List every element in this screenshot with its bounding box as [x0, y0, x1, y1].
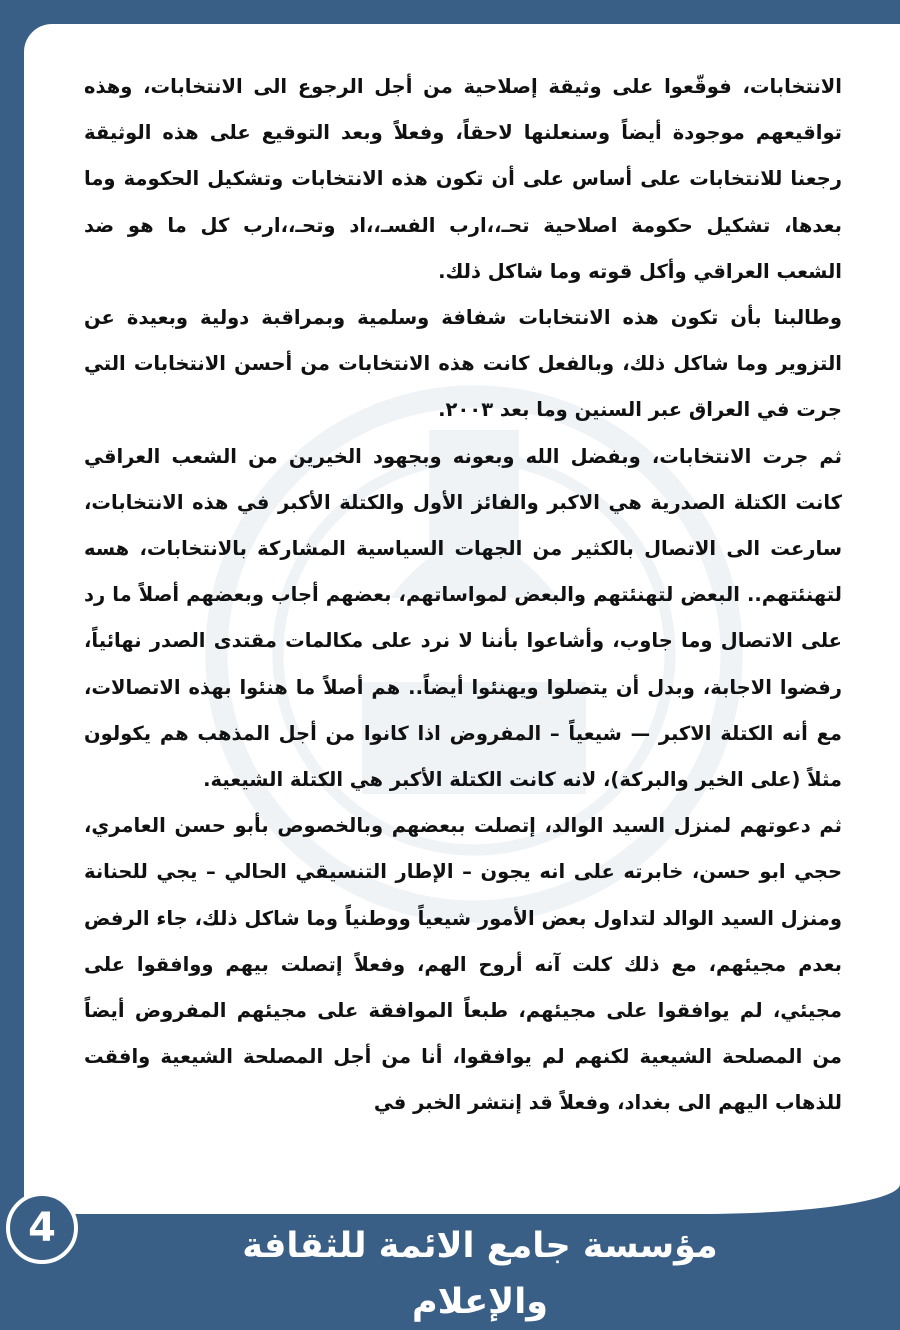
paragraph-2: وطالبنا بأن تكون هذه الانتخابات شفافة وسلمية وبمراقبة دولية وبعيدة عن التزوير وما شاكل ذلك، وبالفعل كانت هذه الانتخابات من أحسن الانتخابات التي جرت في العراق عبر السنين وما بعد ٢٠٠٣. — [84, 306, 842, 422]
page-number-badge: 4 — [6, 1192, 78, 1264]
paragraph-1: الانتخابات، فوقّعوا على وثيقة إصلاحية من أجل الرجوع الى الانتخابات، وهذه تواقيعهم موجودة أيضاً وسنعلنها لاحقاً، وفعلاً وبعد التوقيع على هذه الوثيقة رجعنا للانتخابات على أساس على أن تكون هذه الانتخابات وتشكيل الحكومة وما بعدها، تشكيل حكومة اصلاحية تحـ،،ارب الفسـ،،اد وتحـ،،ارب كل ما هو ضد الشعب العراقي وأكل قوته وما شاكل ذلك. — [84, 75, 842, 283]
page-card — [24, 24, 900, 1214]
document-body — [84, 64, 842, 1127]
footer-institution-title: مؤسسة جامع الائمة للثقافة والإعلام — [242, 1226, 718, 1322]
paragraph-3: ثم جرت الانتخابات، وبفضل الله وبعونه وبجهود الخيرين من الشعب العراقي كانت الكتلة الصدرية هي الاكبر والفائز الأول والكتلة الأكبر في هذه الانتخابات، سارعت الى الاتصال بالكثير من الجهات السياسية المشاركة بالانتخابات، هسه لتهنئتهم.. البعض لتهنئتهم والبعض لمواساتهم، بعضهم أجاب وبعضهم أصلاً ما رد على الاتصال وما جاوب، وأشاعوا بأننا لا نرد على مكالمات مقتدى الصدر نهائياً، رفضوا الاجابة، وبدل أن يتصلوا ويهنئوا أيضاً.. هم أصلاً ما هنئوا بهذه الاتصالات، مع أنه الكتلة الاكبر — شيعياً – المفروض اذا كانوا من أجل المذهب هم يكولون مثلاً (على الخير والبركة)، لانه كانت الكتلة الأكبر هي الكتلة الشيعية. — [84, 444, 842, 792]
paragraph-4: ثم دعوتهم لمنزل السيد الوالد، إتصلت ببعضهم وبالخصوص بأبو حسن العامري، حجي ابو حسن، خابرته على انه يجون – الإطار التنسيقي الحالي – يجي للحنانة ومنزل السيد الوالد لتداول بعض الأمور شيعياً ووطنياً وما شاكل ذلك، جاء الرفض بعدم مجيئهم، مع ذلك كلت آنه أروح الهم، وفعلاً إتصلت بيهم ووافقوا على مجيئي، لم يوافقوا على مجيئهم، طبعاً الموافقة على مجيئهم المفروض أيضاً من المصلحة الشيعية لكنهم لم يوافقوا، أنا من أجل المصلحة الشيعية وافقت للذهاب اليهم الى بغداد، وفعلاً قد إنتشر الخبر في — [84, 814, 842, 1115]
